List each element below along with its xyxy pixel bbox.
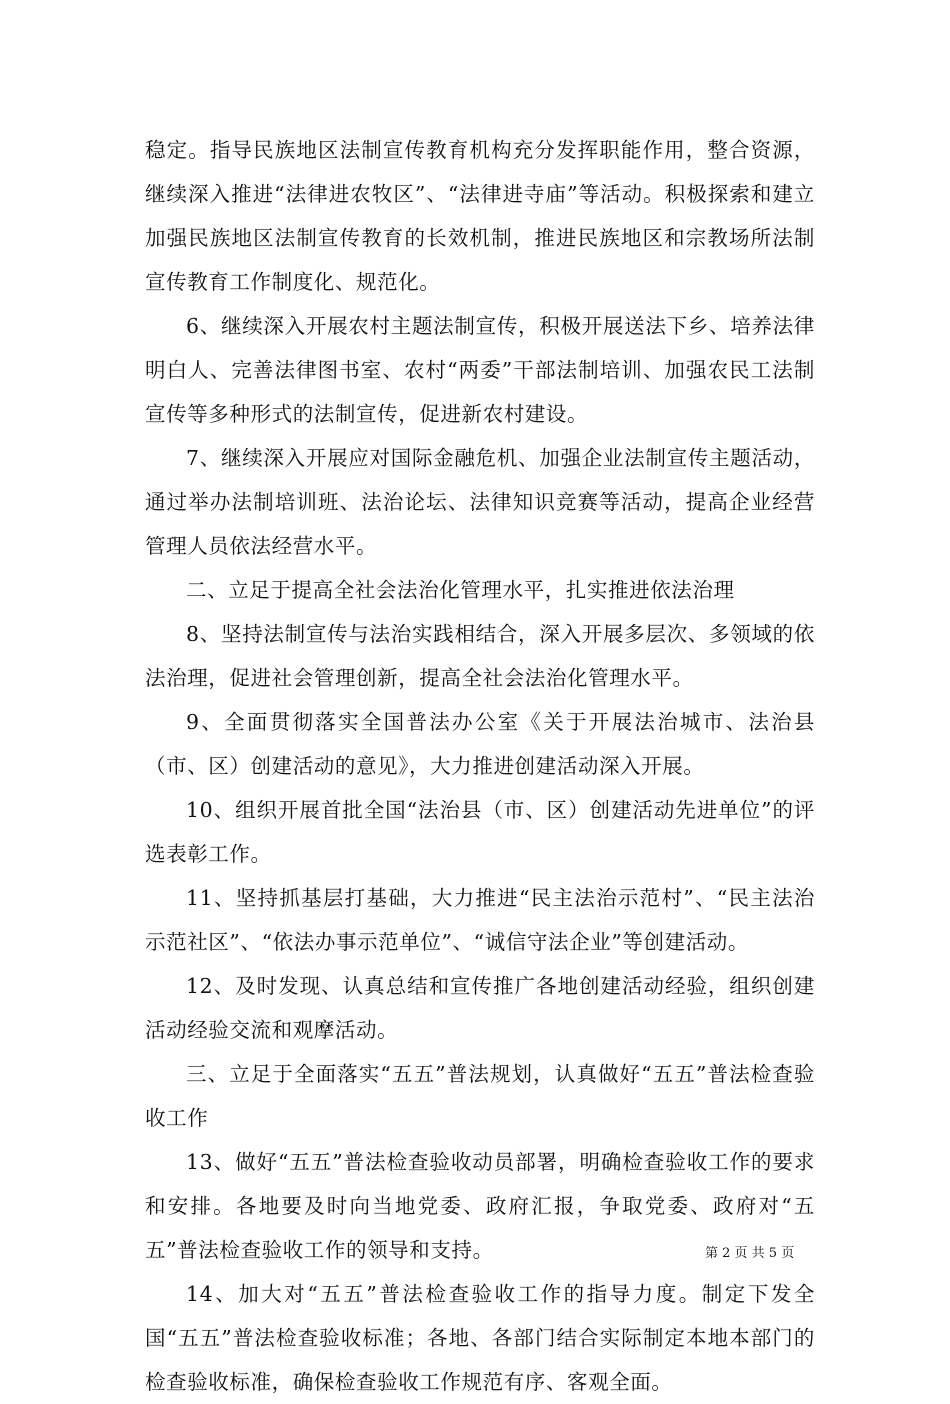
paragraph-item-6: 6、继续深入开展农村主题法制宣传，积极开展送法下乡、培养法律明白人、完善法律图书室、农村“两委”干部法制培训、加强农民工法制宣传等多种形式的法制宣传，促进新农村建设。: [145, 314, 815, 426]
document-body: [145, 128, 815, 1404]
section-heading-2: 二、立足于提高全社会法治化管理水平，扎实推进依法治理: [186, 578, 735, 602]
paragraph-item-13: 13、做好“五五”普法检查验收动员部署，明确检查验收工作的要求和安排。各地要及时向当地党委、政府汇报，争取党委、政府对“五五”普法检查验收工作的领导和支持。: [145, 1150, 815, 1262]
paragraph-item-9: 9、全面贯彻落实全国普法办公室《关于开展法治城市、法治县（市、区）创建活动的意见》，大力推进创建活动深入开展。: [145, 710, 815, 778]
section-heading-3: 三、立足于全面落实“五五”普法规划，认真做好“五五”普法检查验收工作: [145, 1062, 815, 1130]
paragraph-item-7: 7、继续深入开展应对国际金融危机、加强企业法制宣传主题活动，通过举办法制培训班、法治论坛、法律知识竞赛等活动，提高企业经营管理人员依法经营水平。: [145, 446, 815, 558]
paragraph-item-12: 12、及时发现、认真总结和宣传推广各地创建活动经验，组织创建活动经验交流和观摩活动。: [145, 974, 815, 1042]
paragraph-item-14: 14、加大对“五五”普法检查验收工作的指导力度。制定下发全国“五五”普法检查验收标准；各地、各部门结合实际制定本地本部门的检查验收标准，确保检查验收工作规范有序、客观全面。: [145, 1282, 815, 1394]
page-number-footer: 第 2 页 共 5 页: [705, 1246, 795, 1261]
paragraph-item-8: 8、坚持法制宣传与法治实践相结合，深入开展多层次、多领域的依法治理，促进社会管理创新，提高全社会法治化管理水平。: [145, 622, 815, 690]
paragraph-item-11: 11、坚持抓基层打基础，大力推进“民主法治示范村”、“民主法治示范社区”、“依法办事示范单位”、“诚信守法企业”等创建活动。: [145, 886, 815, 954]
paragraph-item-10: 10、组织开展首批全国“法治县（市、区）创建活动先进单位”的评选表彰工作。: [145, 798, 815, 866]
paragraph-continuation: 稳定。指导民族地区法制宣传教育机构充分发挥职能作用，整合资源，继续深入推进“法律进农牧区”、“法律进寺庙”等活动。积极探索和建立加强民族地区法制宣传教育的长效机制，推进民族地区和宗教场所法制宣传教育工作制度化、规范化。: [145, 138, 815, 294]
